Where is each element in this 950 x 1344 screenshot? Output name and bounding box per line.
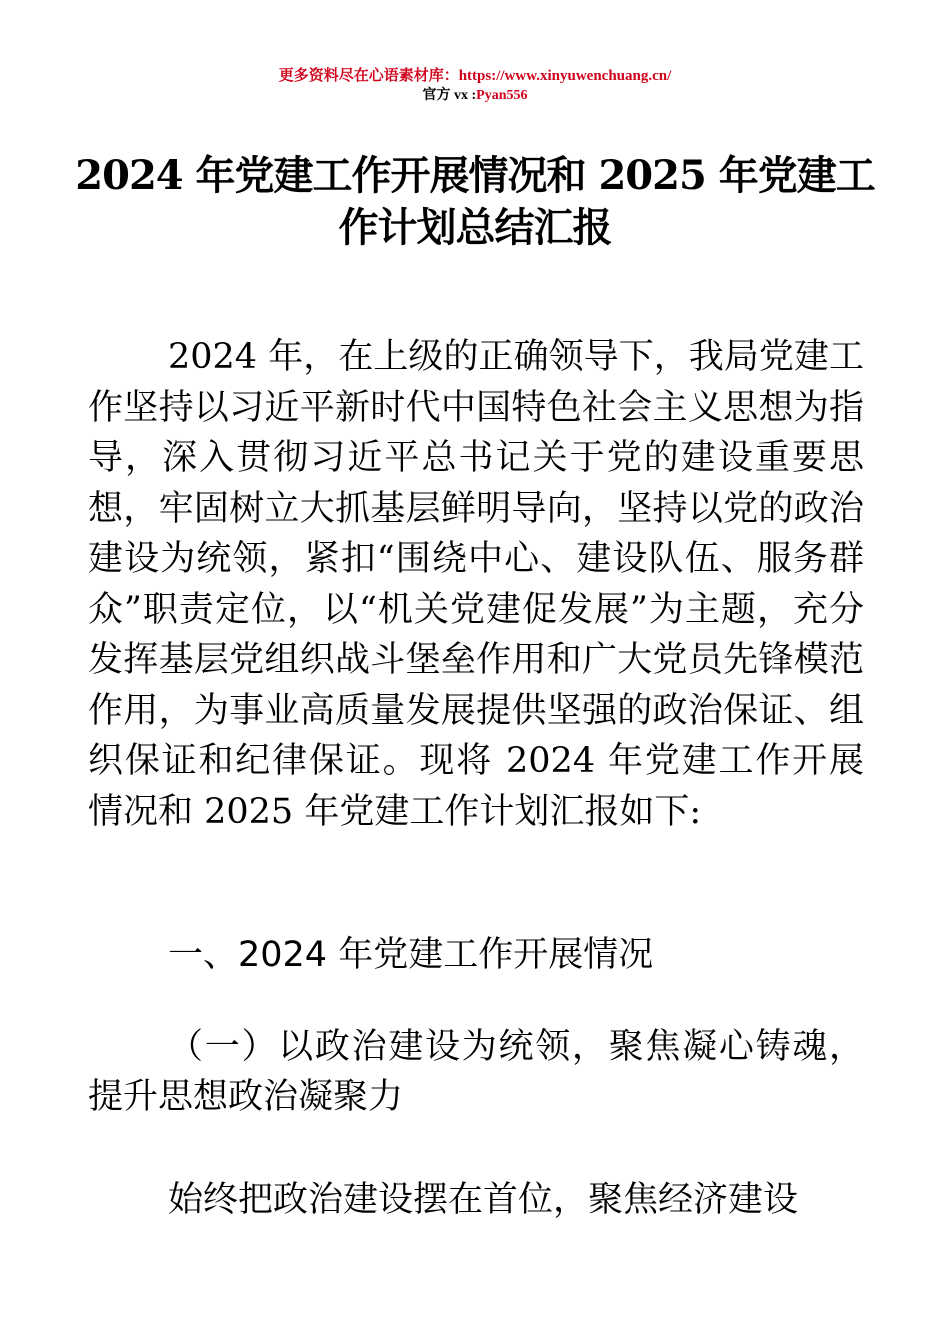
page-header xyxy=(0,66,950,105)
body-paragraph: 始终把政治建设摆在首位，聚焦经济建设 xyxy=(168,1180,799,1220)
document-title: 2024 年党建工作开展情况和 2025 年党建工作计划总结汇报 xyxy=(75,152,875,251)
header-promo-text: 更多资料尽在心语素材库：https://www.xinyuwenchuang.cn/ xyxy=(278,68,672,84)
section-heading: 一、2024 年党建工作开展情况 xyxy=(168,935,654,975)
header-contact-label: 官方 vx : xyxy=(422,88,477,103)
subsection-heading: （一）以政治建设为统领，聚焦凝心铸魂，提升思想政治凝聚力 xyxy=(88,1027,864,1117)
header-contact-id: Pyan556 xyxy=(476,88,528,103)
header-contact xyxy=(0,86,950,105)
intro-paragraph: 2024 年，在上级的正确领导下，我局党建工作坚持以习近平新时代中国特色社会主义思想为指导，深入贯彻习近平总书记关于党的建设重要思想，牢固树立大抓基层鲜明导向，坚持以党的政治建设为统领，紧扣“围绕中心、建设队伍、服务群众”职责定位，以“机关党建促发展”为主题，充分发挥基层党组织战斗堡垒作用和广大党员先锋模范作用，为事业高质量发展提供坚强的政治保证、组织保证和纪律保证。现将 2024 年党建工作开展情况和 2025 年党建工作计划汇报如下: xyxy=(88,337,864,832)
